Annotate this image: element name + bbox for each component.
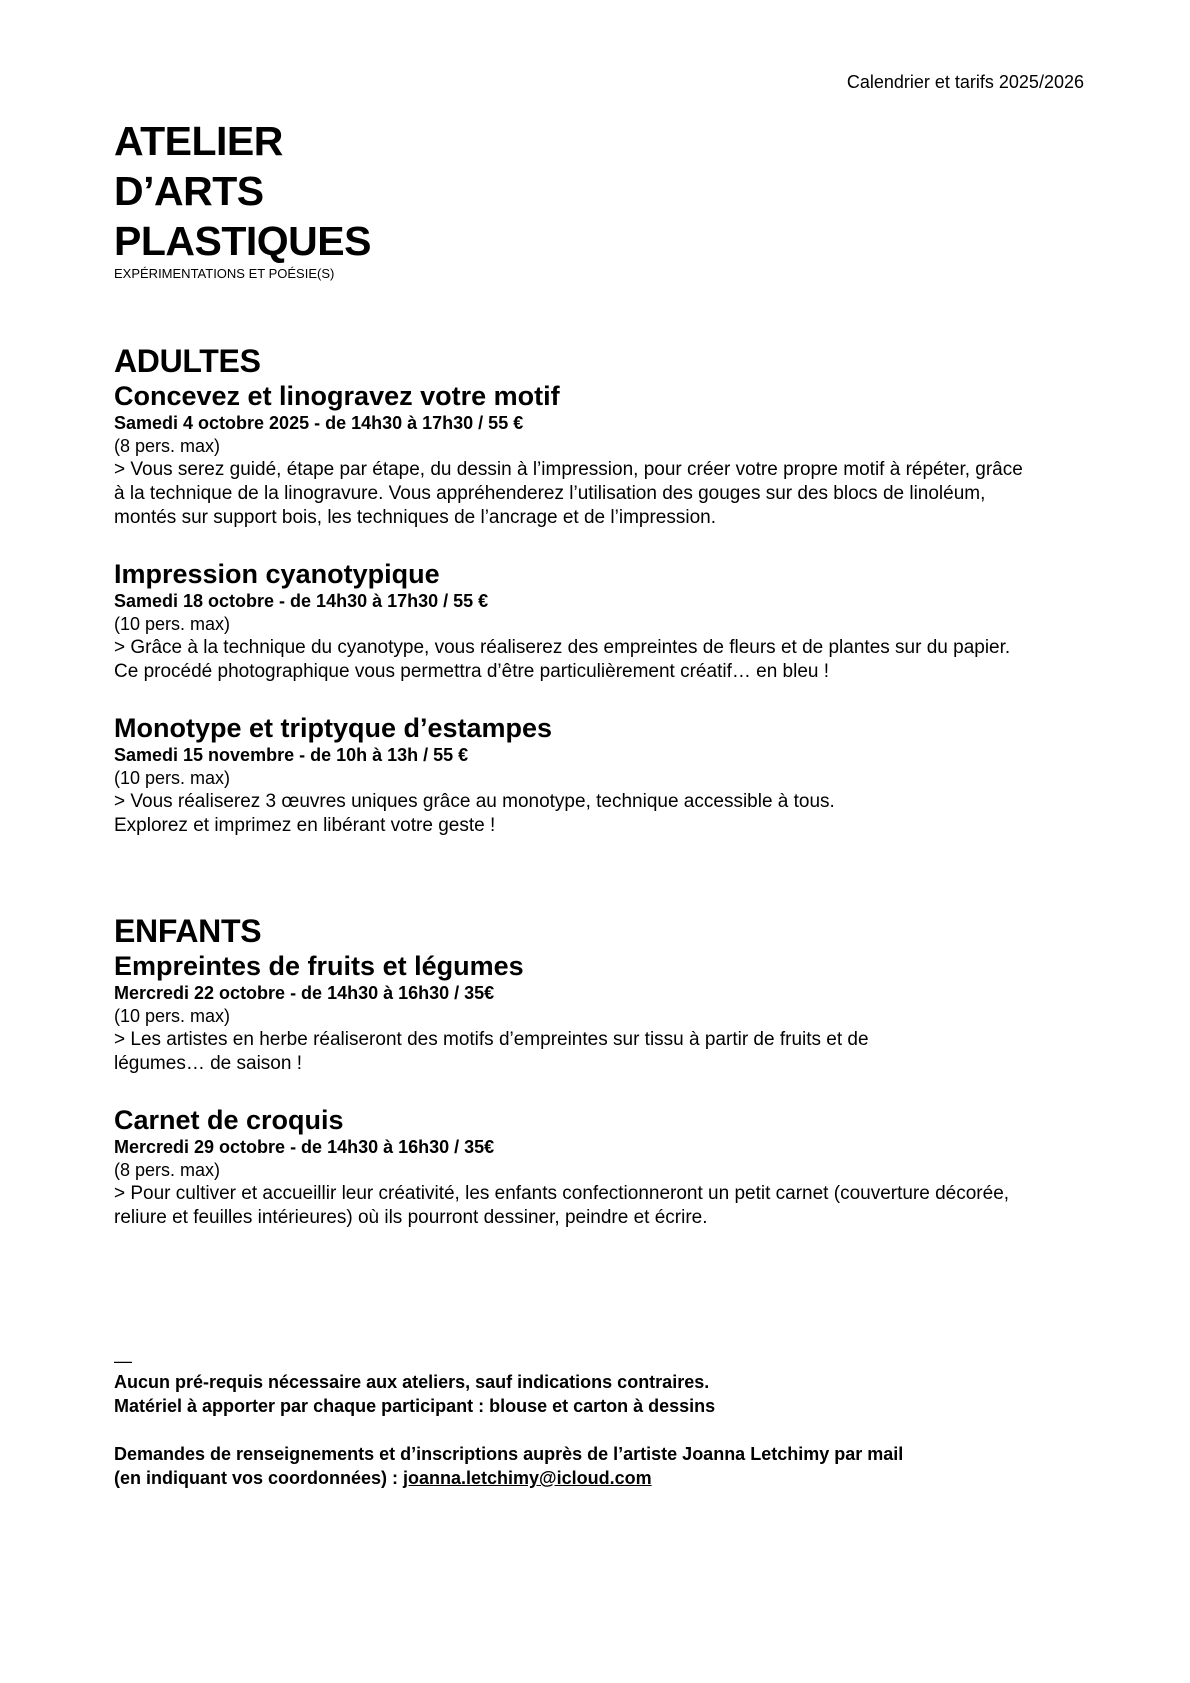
footer-note: Matériel à apporter par chaque participant : blouse et carton à dessins	[114, 1396, 716, 1416]
workshop-date: Samedi 15 novembre - de 10h à 13h / 55 €	[114, 745, 469, 765]
workshop-title: Carnet de croquis	[114, 1105, 344, 1135]
workshop-cyanotype	[114, 558, 1094, 684]
workshop-title: Concevez et linogravez votre motif	[114, 381, 560, 411]
workshop-capacity: (8 pers. max)	[114, 436, 221, 456]
section-heading-adultes: ADULTES	[114, 343, 261, 379]
title-line-3: PLASTIQUES	[114, 218, 371, 264]
title-line-1: ATELIER	[114, 118, 283, 164]
workshop-date: Samedi 18 octobre - de 14h30 à 17h30 / 55 €	[114, 591, 489, 611]
page-title	[114, 116, 1094, 282]
workshop-capacity: (10 pers. max)	[114, 614, 231, 634]
workshop-desc-line: reliure et feuilles intérieures) où ils pourront dessiner, peindre et écrire.	[114, 1207, 708, 1228]
workshop-title: Monotype et triptyque d’estampes	[114, 713, 553, 743]
footer-dash: —	[114, 1351, 132, 1371]
workshop-capacity: (8 pers. max)	[114, 1160, 221, 1180]
workshop-capacity: (10 pers. max)	[114, 1006, 231, 1026]
workshop-desc-line: > Vous réaliserez 3 œuvres uniques grâce au monotype, technique accessible à tous.	[114, 791, 835, 812]
contact-line: Demandes de renseignements et d’inscriptions auprès de l’artiste Joanna Letchimy par mail	[114, 1444, 904, 1464]
document-body	[114, 116, 1094, 1490]
section-heading-enfants: ENFANTS	[114, 913, 262, 949]
section-enfants	[114, 912, 1094, 1230]
workshop-desc-line: à la technique de la linogravure. Vous appréhenderez l’utilisation des gouges sur des blocs de linoléum,	[114, 483, 986, 504]
workshop-desc-line: Explorez et imprimez en libérant votre geste !	[114, 815, 496, 836]
workshop-desc-line: > Pour cultiver et accueillir leur créativité, les enfants confectionneront un petit carnet (couverture décorée,	[114, 1183, 1010, 1204]
title-line-2: D’ARTS	[114, 168, 264, 214]
contact-prefix: (en indiquant vos coordonnées) :	[114, 1468, 404, 1488]
workshop-date: Mercredi 29 octobre - de 14h30 à 16h30 / 35€	[114, 1137, 495, 1157]
workshop-linogravure	[114, 380, 1094, 530]
header-label: Calendrier et tarifs 2025/2026	[846, 72, 1084, 92]
footer-notes	[114, 1352, 1094, 1490]
section-adultes	[114, 342, 1094, 838]
workshop-desc-line: Ce procédé photographique vous permettra d’être particulièrement créatif… en bleu !	[114, 661, 830, 682]
email-link[interactable]: joanna.letchimy@icloud.com	[403, 1468, 652, 1488]
workshop-desc-line: > Grâce à la technique du cyanotype, vous réaliserez des empreintes de fleurs et de plantes sur du papier.	[114, 637, 1011, 658]
workshop-desc-line: montés sur support bois, les techniques de l’ancrage et de l’impression.	[114, 507, 716, 528]
contact-line	[114, 1466, 1094, 1490]
workshop-empreintes	[114, 950, 1094, 1076]
workshop-date: Mercredi 22 octobre - de 14h30 à 16h30 / 35€	[114, 983, 495, 1003]
workshop-date: Samedi 4 octobre 2025 - de 14h30 à 17h30 / 55 €	[114, 413, 524, 433]
workshop-capacity: (10 pers. max)	[114, 768, 231, 788]
workshop-monotype	[114, 712, 1094, 838]
workshop-desc-line: légumes… de saison !	[114, 1053, 302, 1074]
workshop-title: Impression cyanotypique	[114, 559, 440, 589]
footer-note: Aucun pré-requis nécessaire aux ateliers, sauf indications contraires.	[114, 1372, 710, 1392]
workshop-title: Empreintes de fruits et légumes	[114, 951, 524, 981]
page-subtitle: EXPÉRIMENTATIONS ET POÉSIE(S)	[114, 266, 335, 281]
workshop-desc-line: > Les artistes en herbe réaliseront des motifs d’empreintes sur tissu à partir de fruits et de	[114, 1029, 869, 1050]
workshop-carnet	[114, 1104, 1094, 1230]
workshop-desc-line: > Vous serez guidé, étape par étape, du dessin à l’impression, pour créer votre propre motif à répéter, grâce	[114, 459, 1023, 480]
